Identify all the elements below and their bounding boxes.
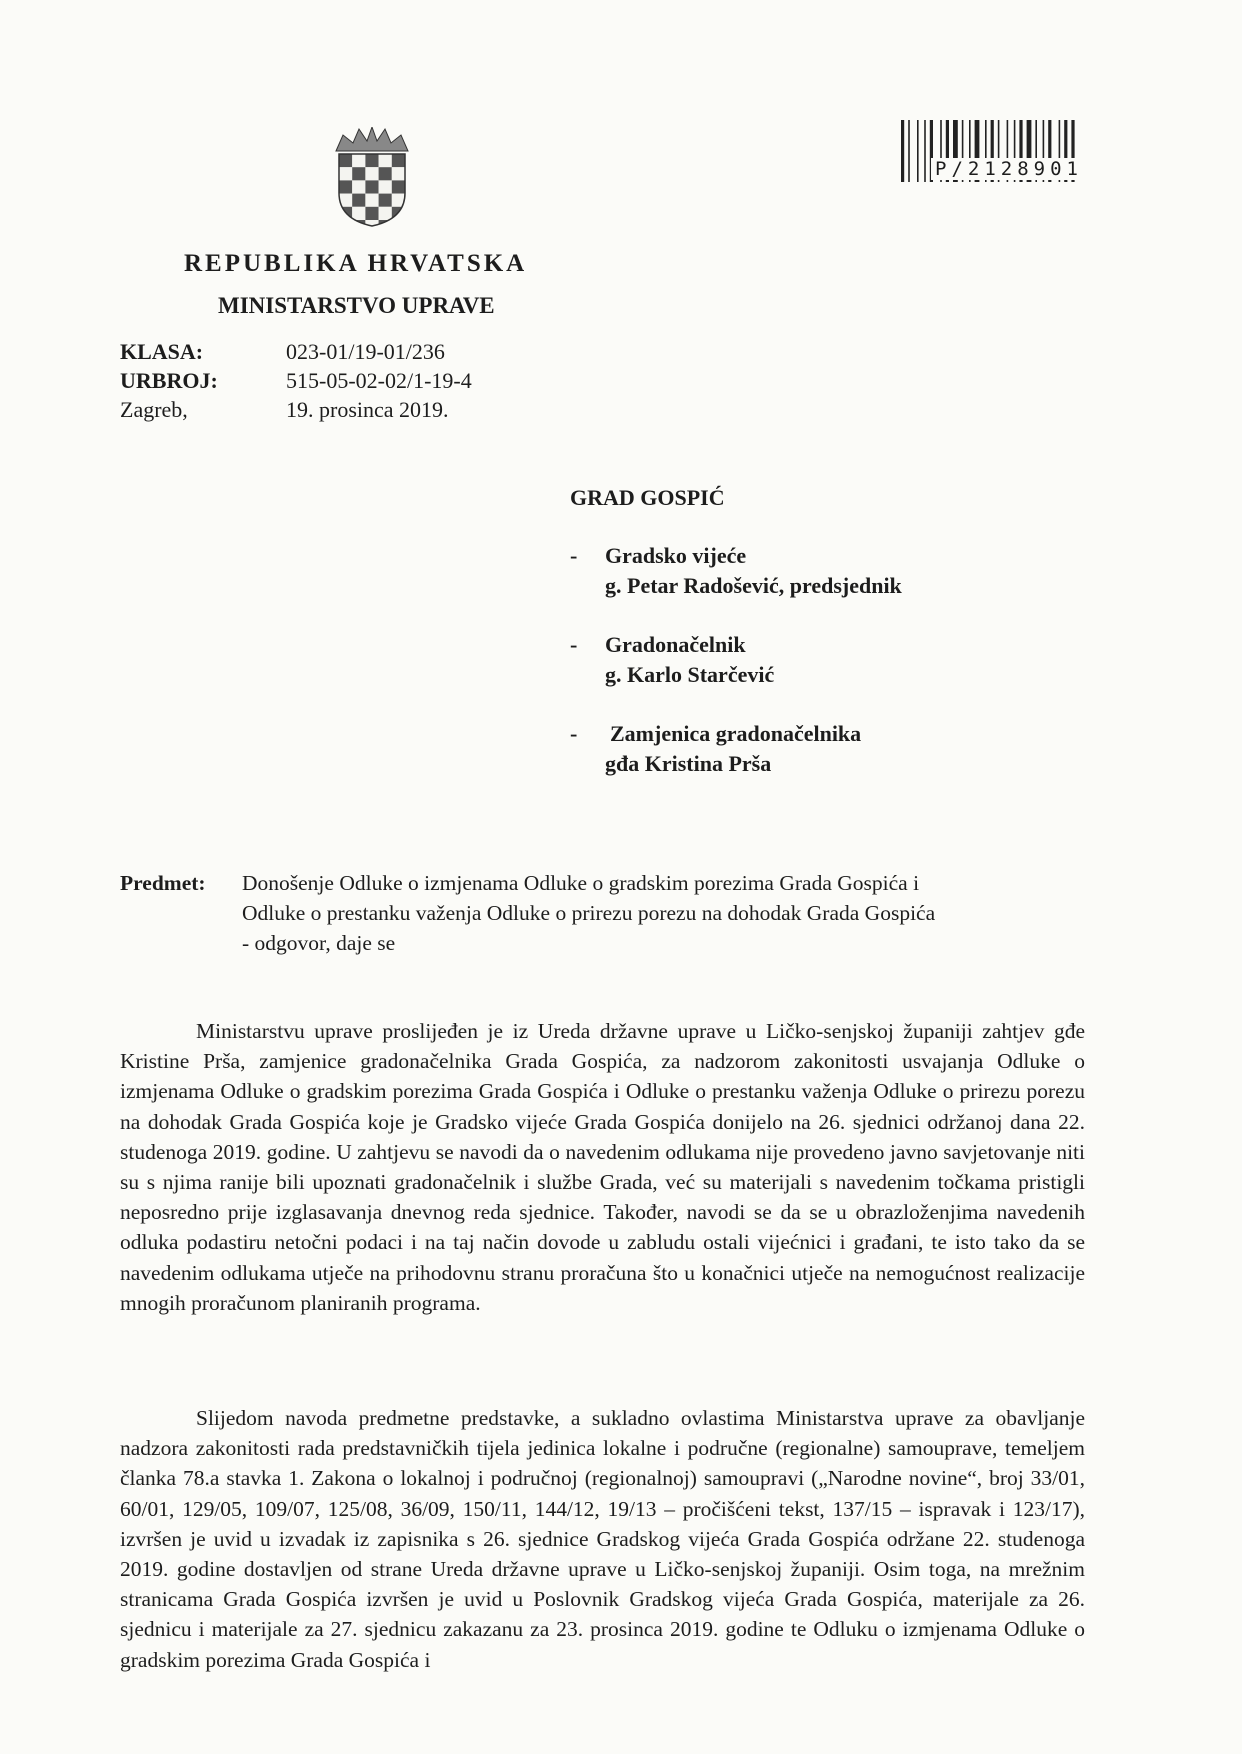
addressee-person: g. Karlo Starčević [605, 662, 775, 687]
urbroj-label: URBROJ: [120, 368, 218, 393]
document-meta [120, 337, 472, 424]
urbroj-row [120, 366, 472, 395]
addressee-person: gđa Kristina Prša [605, 751, 772, 776]
klasa-value: 023-01/19-01/236 [286, 339, 445, 364]
subject-line: Donošenje Odluke o izmjenama Odluke o gradskim porezima Grada Gospića i [242, 871, 920, 895]
place: Zagreb, [120, 397, 188, 422]
barcode-number: P/2128901 [931, 158, 1087, 180]
date: 19. prosinca 2019. [286, 397, 449, 422]
addressee-title: GRAD GOSPIĆ [570, 485, 725, 510]
urbroj-value: 515-05-02-02/1-19-4 [286, 368, 472, 393]
country-name: REPUBLIKA HRVATSKA [184, 250, 528, 277]
klasa-row [120, 337, 472, 366]
body-paragraph: Slijedom navoda predmetne predstavke, a sukladno ovlastima Ministarstva uprave za obavljanje nadzora zakonitosti rada predstavničkih tijela jedinica lokalne i područne (regionalne) samouprave, temeljem članka 78.a stavka 1. Zakona o lokalnoj i područnoj (regionalnoj) samoupravi („Narodne novine“, broj 33/01, 60/01, 129/05, 109/07, 125/08, 36/09, 150/11, 144/12, 19/13 – pročišćeni tekst, 137/15 – ispravak i 123/17), izvršen je uvid u izvadak iz zapisnika s 26. sjednice Gradskog vijeća Grada Gospića održane 22. studenoga 2019. godine dostavljen od strane Ureda državne uprave u Ličko-senjskoj županiji. Osim toga, na mrežnim stranicama Grada Gospića izvršen je uvid u Poslovnik Gradskog vijeća Grada Gospića, materijale za 26. sjednicu i materijale za 27. sjednicu zakazanu za 23. prosinca 2019. godine te Odluku o izmjenama Odluke o gradskim porezima Grada Gospića i [120, 1406, 1085, 1672]
date-row [120, 395, 472, 424]
addressee-role: Gradonačelnik [605, 632, 746, 657]
barcode [897, 120, 1109, 182]
subject-block [120, 868, 1120, 958]
addressee-item [570, 630, 902, 690]
addressee-item [570, 541, 902, 601]
bullet-dash: - [570, 721, 578, 746]
subject-text [242, 868, 1102, 958]
subject-line: - odgovor, daje se [242, 931, 396, 955]
addressee-role: Gradsko vijeće [605, 543, 747, 568]
subject-label: Predmet: [120, 871, 206, 895]
bullet-dash: - [570, 632, 578, 657]
croatian-coat-of-arms-icon [333, 127, 411, 227]
bullet-dash: - [570, 543, 578, 568]
addressee-role: Zamjenica gradonačelnika [610, 721, 862, 746]
addressee-item [570, 719, 902, 779]
ministry-name: MINISTARSTVO UPRAVE [218, 293, 495, 318]
body-paragraph: Ministarstvu uprave proslijeđen je iz Ureda državne uprave u Ličko-senjskoj županiji zahtjev gđe Kristine Prša, zamjenice gradonačelnika Grada Gospića, za nadzorom zakonitosti usvajanja Odluke o izmjenama Odluke o gradskim porezima Grada Gospića i Odluke o prestanku važenja Odluke o prirezu porezu na dohodak Grada Gospića koje je Gradsko vijeće Grada Gospića donijelo na 26. sjednici održanoj dana 22. studenoga 2019. godine. U zahtjevu se navodi da o navedenim odlukama nije provedeno javno savjetovanje niti su s njima ranije bili upoznati gradonačelnik i službe Grada, već su materijali s navedenim točkama pristigli neposredno prije izglasavanja dnevnog reda sjednice. Također, navodi se da se u obrazloženjima navedenih odluka podastiru netočni podaci i na taj način dovode u zabludu ostali vijećnici i građani, te isto tako da se navedenim odlukama utječe na prihodovnu stranu proračuna što u konačnici utječe na nemogućnost realizacije mnogih proračunom planiranih programa. [120, 1019, 1085, 1315]
subject-line: Odluke o prestanku važenja Odluke o prirezu porezu na dohodak Grada Gospića [242, 901, 936, 925]
addressee-person: g. Petar Radošević, predsjednik [605, 573, 902, 598]
addressee-block [570, 485, 902, 808]
klasa-label: KLASA: [120, 339, 204, 364]
